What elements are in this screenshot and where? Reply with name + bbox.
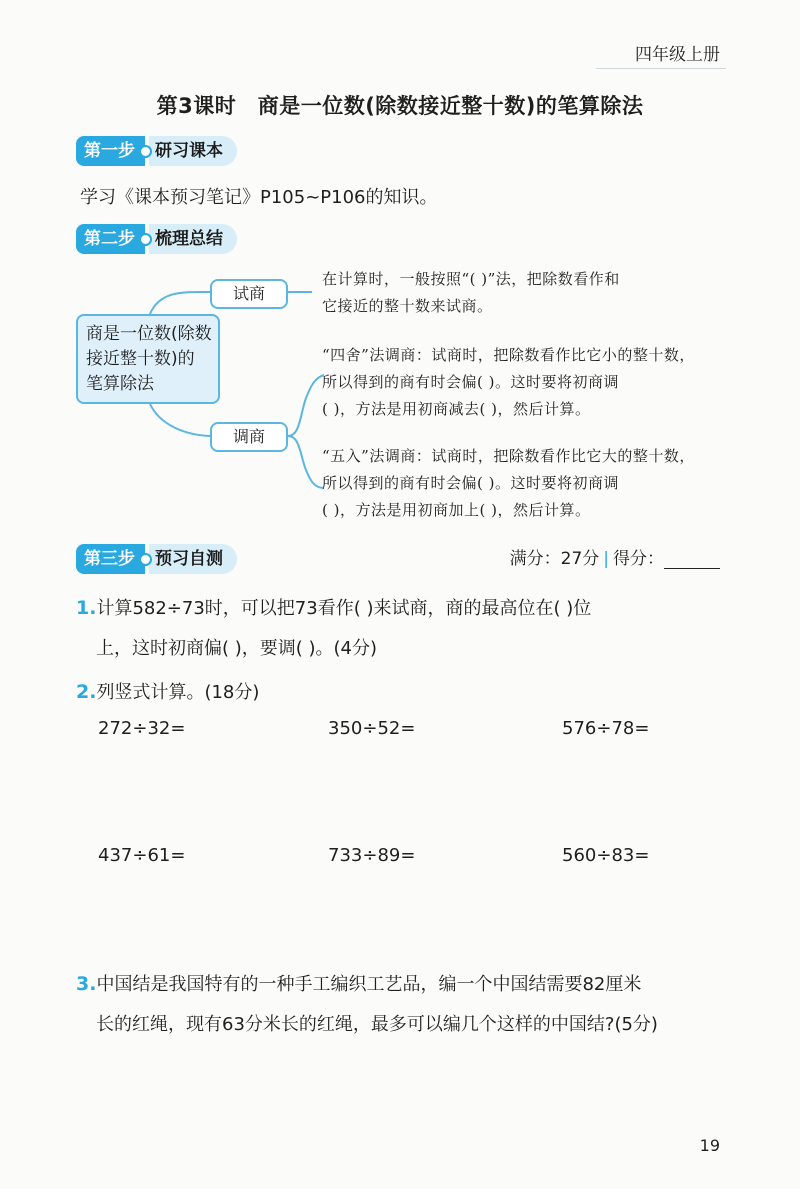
wu-ru-line: “五入”法调商：试商时，把除数看作比它大的整十数， xyxy=(322,447,695,465)
q1-line: 计算582÷73时，可以把73看作( )来试商，商的最高位在( )位 xyxy=(96,598,592,619)
question-2 xyxy=(76,672,259,713)
question-3 xyxy=(76,964,658,1045)
question-1 xyxy=(76,588,591,669)
si-she-line: ( )，方法是用初商减去( )，然后计算。 xyxy=(322,400,591,418)
step2-name: 梳理总结 xyxy=(149,224,237,254)
wu-ru-text xyxy=(322,443,695,524)
page-number: 19 xyxy=(699,1136,720,1155)
step3-header xyxy=(76,544,237,574)
try-line: 它接近的整十数来试商。 xyxy=(322,297,493,315)
score-blank[interactable] xyxy=(664,550,720,569)
calc-item: 437÷61= xyxy=(98,845,186,866)
q1-line: 上，这时初商偏( )，要调( )。(4分) xyxy=(96,638,378,659)
calc-item: 733÷89= xyxy=(328,845,416,866)
q2-text: 列竖式计算。(18分) xyxy=(96,682,260,703)
mind-map-root xyxy=(76,314,220,404)
step1-tag: 第一步 xyxy=(76,136,145,166)
score-label: 得分： xyxy=(613,549,664,569)
step1-dot-icon xyxy=(139,145,152,158)
calc-item: 350÷52= xyxy=(328,718,416,739)
calc-item: 576÷78= xyxy=(562,718,650,739)
step2-tag: 第二步 xyxy=(76,224,145,254)
step1-name: 研习课本 xyxy=(149,136,237,166)
score-separator: | xyxy=(603,549,609,569)
score-area xyxy=(510,544,720,569)
si-she-text xyxy=(322,342,695,423)
root-line: 商是一位数(除数 xyxy=(86,324,212,344)
wu-ru-line: ( )，方法是用初商加上( )，然后计算。 xyxy=(322,501,591,519)
calc-item: 272÷32= xyxy=(98,718,186,739)
lesson-title: 第3课时 商是一位数(除数接近整十数)的笔算除法 xyxy=(156,94,644,118)
step3-name: 预习自测 xyxy=(149,544,237,574)
q2-number: 2. xyxy=(76,681,97,703)
q3-line: 长的红绳，现有63分米长的红绳，最多可以编几个这样的中国结?(5分) xyxy=(96,1014,658,1035)
root-line: 笔算除法 xyxy=(86,374,154,394)
q3-number: 3. xyxy=(76,973,97,995)
si-she-line: “四舍”法调商：试商时，把除数看作比它小的整十数， xyxy=(322,346,695,364)
branch-adjust: 调商 xyxy=(210,422,288,452)
try-line: 在计算时，一般按照“( )”法，把除数看作和 xyxy=(322,270,620,288)
branch-try: 试商 xyxy=(210,279,288,309)
step1-text: 学习《课本预习笔记》P105~P106的知识。 xyxy=(80,187,438,208)
grade-label: 四年级上册 xyxy=(635,45,720,65)
step3-tag: 第三步 xyxy=(76,544,145,574)
wu-ru-line: 所以得到的商有时会偏( )。这时要将初商调 xyxy=(322,474,619,492)
root-line: 接近整十数)的 xyxy=(86,349,195,369)
calc-item: 560÷83= xyxy=(562,845,650,866)
si-she-line: 所以得到的商有时会偏( )。这时要将初商调 xyxy=(322,373,619,391)
step2-dot-icon xyxy=(139,233,152,246)
q3-line: 中国结是我国特有的一种手工编织工艺品，编一个中国结需要82厘米 xyxy=(96,974,642,995)
q1-number: 1. xyxy=(76,597,97,619)
score-full: 满分：27分 xyxy=(509,549,600,569)
try-text xyxy=(322,266,620,320)
step3-dot-icon xyxy=(139,553,152,566)
